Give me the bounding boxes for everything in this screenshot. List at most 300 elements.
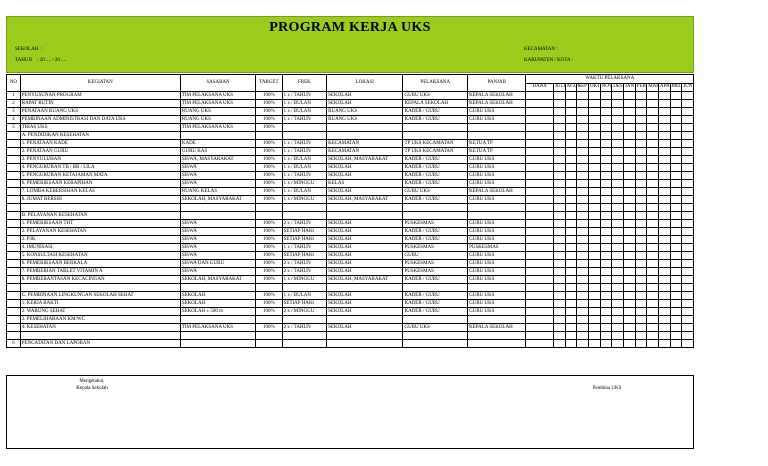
cell-month	[623, 324, 635, 332]
cell-month	[682, 228, 694, 236]
cell-frek: 2 x / TAHUN	[282, 260, 327, 268]
cell-month	[588, 100, 600, 108]
cell-month	[670, 116, 682, 124]
cell-month	[635, 196, 647, 204]
cell-panjab: GURU UKS	[468, 292, 526, 300]
cell-month	[647, 268, 659, 276]
cell-dana	[526, 340, 554, 348]
cell-kegiatan: 5. KONSULTASI KESEHATAN	[20, 252, 180, 260]
cell-no	[7, 292, 21, 300]
cell-target: 100%	[256, 252, 283, 260]
cell-month	[600, 244, 612, 252]
cell-month	[682, 164, 694, 172]
cell-frek	[282, 204, 327, 212]
cell-month	[658, 260, 670, 268]
cell-month	[658, 100, 670, 108]
cell-kegiatan: 8. JUMAT BERSIH	[20, 196, 180, 204]
cell-sasaran: SISWA	[180, 244, 255, 252]
cell-month	[588, 268, 600, 276]
cell-month	[682, 196, 694, 204]
cell-month	[553, 268, 565, 276]
cell-month	[565, 180, 577, 188]
cell-no: 5	[7, 124, 21, 132]
cell-dana	[526, 332, 554, 340]
cell-kegiatan: 1. PENATAAN KADE	[20, 140, 180, 148]
cell-pelaksana	[403, 132, 468, 140]
cell-kegiatan: 4. KESEHATAN	[20, 324, 180, 332]
cell-frek: 2 x / MINGGU	[282, 308, 327, 316]
cell-month	[623, 228, 635, 236]
cell-month	[682, 244, 694, 252]
cell-lokasi: SEKOLAH	[327, 172, 403, 180]
cell-month	[647, 108, 659, 116]
cell-dana	[526, 260, 554, 268]
cell-month	[635, 124, 647, 132]
cell-month	[670, 276, 682, 284]
cell-month	[647, 92, 659, 100]
cell-month	[670, 236, 682, 244]
cell-month	[670, 172, 682, 180]
cell-month	[682, 284, 694, 292]
cell-sasaran: KADE	[180, 140, 255, 148]
cell-month	[588, 236, 600, 244]
cell-frek: 1 x / TAHUN	[282, 140, 327, 148]
cell-sasaran: SISWA, MASYARAKAT	[180, 156, 255, 164]
cell-month	[635, 260, 647, 268]
table-row	[7, 308, 694, 316]
cell-month	[588, 316, 600, 324]
cell-month	[623, 268, 635, 276]
cell-month	[635, 180, 647, 188]
cell-month	[682, 316, 694, 324]
cell-pelaksana: KADER / GURU	[403, 116, 468, 124]
cell-kegiatan: 8. PEMBERANTASAN KECACINGAN	[20, 276, 180, 284]
cell-target: 100%	[256, 180, 283, 188]
cell-panjab: GURU UKS	[468, 116, 526, 124]
cell-month	[553, 324, 565, 332]
cell-month	[635, 188, 647, 196]
cell-kegiatan: B. PELAYANAN KESEHATAN	[20, 212, 180, 220]
table-row	[7, 108, 694, 116]
table-row	[7, 124, 694, 132]
cell-month	[670, 108, 682, 116]
cell-kegiatan: 2. PENATAAN GURU	[20, 148, 180, 156]
cell-panjab: GURU UKS	[468, 252, 526, 260]
cell-month	[553, 116, 565, 124]
cell-lokasi: SEKOLAH	[327, 100, 403, 108]
cell-month	[682, 156, 694, 164]
cell-frek	[282, 316, 327, 324]
cell-month	[577, 308, 589, 316]
cell-month	[553, 204, 565, 212]
cell-month	[577, 148, 589, 156]
cell-month	[600, 228, 612, 236]
table-row	[7, 196, 694, 204]
table-row	[7, 204, 694, 212]
cell-month	[658, 340, 670, 348]
cell-lokasi: SEKOLAH	[327, 244, 403, 252]
cell-target	[256, 284, 283, 292]
cell-month	[553, 340, 565, 348]
table-row	[7, 180, 694, 188]
cell-month	[553, 140, 565, 148]
cell-month	[635, 236, 647, 244]
cell-month	[670, 124, 682, 132]
cell-month	[565, 324, 577, 332]
cell-month	[553, 228, 565, 236]
cell-month	[600, 180, 612, 188]
cell-month	[565, 124, 577, 132]
cell-pelaksana: KADER / GURU	[403, 300, 468, 308]
cell-lokasi: SEKOLAH	[327, 228, 403, 236]
cell-dana	[526, 284, 554, 292]
cell-dana	[526, 196, 554, 204]
col-header-month: DES	[612, 83, 624, 92]
cell-sasaran: SEKOLAH	[180, 292, 255, 300]
cell-month	[612, 188, 624, 196]
cell-dana	[526, 92, 554, 100]
cell-target	[256, 316, 283, 324]
cell-month	[565, 172, 577, 180]
cell-panjab: GURU UKS	[468, 172, 526, 180]
cell-month	[635, 316, 647, 324]
cell-month	[577, 116, 589, 124]
cell-month	[658, 252, 670, 260]
cell-frek: 1 x / MINGGU	[282, 196, 327, 204]
cell-month	[565, 340, 577, 348]
cell-kegiatan: 5. PENGUKURAN KETAJAMAN MATA	[20, 172, 180, 180]
cell-dana	[526, 148, 554, 156]
cell-kegiatan: 3. PENYULUHAN	[20, 156, 180, 164]
table-row	[7, 284, 694, 292]
cell-month	[553, 196, 565, 204]
cell-month	[623, 196, 635, 204]
cell-panjab: GURU UKS	[468, 108, 526, 116]
table-row	[7, 268, 694, 276]
col-header-frek: FREK	[282, 75, 327, 92]
cell-no: 3	[7, 108, 21, 116]
cell-month	[612, 212, 624, 220]
cell-month	[612, 116, 624, 124]
cell-dana	[526, 180, 554, 188]
cell-dana	[526, 172, 554, 180]
cell-sasaran: TIM PELAKSANA UKS	[180, 124, 255, 132]
cell-frek: 2 x / TAHUN	[282, 324, 327, 332]
cell-month	[577, 244, 589, 252]
cell-panjab: GURU UKS	[468, 196, 526, 204]
cell-month	[670, 156, 682, 164]
cell-target: 100%	[256, 276, 283, 284]
cell-month	[647, 300, 659, 308]
cell-month	[553, 108, 565, 116]
kepala-sekolah-text: Kepala Sekolah	[76, 386, 108, 391]
cell-target: 100%	[256, 244, 283, 252]
cell-month	[588, 92, 600, 100]
cell-month	[600, 324, 612, 332]
table-row	[7, 340, 694, 348]
cell-no	[7, 252, 21, 260]
cell-no	[7, 172, 21, 180]
cell-kegiatan: PEMBINAAN ADMINISTRASI DAN DATA UKS	[20, 116, 180, 124]
cell-sasaran: SISWA	[180, 220, 255, 228]
cell-month	[658, 212, 670, 220]
cell-panjab: GURU UKS	[468, 260, 526, 268]
cell-month	[600, 284, 612, 292]
cell-month	[670, 212, 682, 220]
cell-month	[647, 180, 659, 188]
col-header-waktu: WAKTU PELAKSANA	[526, 75, 694, 84]
cell-month	[565, 228, 577, 236]
cell-month	[647, 212, 659, 220]
cell-month	[553, 300, 565, 308]
cell-month	[658, 228, 670, 236]
cell-month	[658, 92, 670, 100]
col-header-month: APR	[658, 83, 670, 92]
cell-month	[670, 132, 682, 140]
cell-month	[588, 284, 600, 292]
cell-no	[7, 220, 21, 228]
cell-month	[565, 276, 577, 284]
cell-dana	[526, 156, 554, 164]
cell-month	[635, 116, 647, 124]
table-row	[7, 228, 694, 236]
cell-month	[647, 244, 659, 252]
cell-month	[553, 244, 565, 252]
cell-kegiatan: C. PEMBINAAN LINGKUNGAN SEKOLAH SEHAT	[20, 292, 180, 300]
signature-area	[6, 375, 694, 449]
cell-month	[588, 180, 600, 188]
cell-month	[588, 276, 600, 284]
cell-target: 100%	[256, 124, 283, 132]
cell-month	[577, 172, 589, 180]
cell-month	[623, 124, 635, 132]
cell-month	[553, 252, 565, 260]
cell-month	[623, 188, 635, 196]
cell-panjab: GURU UKS	[468, 300, 526, 308]
title-banner	[6, 16, 694, 73]
cell-kegiatan: PENYUSUNAN PROGRAM	[20, 92, 180, 100]
cell-month	[588, 188, 600, 196]
cell-panjab: GURU UKS	[468, 180, 526, 188]
cell-month	[553, 148, 565, 156]
cell-panjab: GURU UKS	[468, 276, 526, 284]
cell-month	[670, 284, 682, 292]
cell-month	[565, 140, 577, 148]
cell-target: 100%	[256, 260, 283, 268]
cell-month	[670, 244, 682, 252]
cell-no: 1	[7, 92, 21, 100]
cell-month	[658, 132, 670, 140]
cell-panjab: KEPALA SEKOLAH	[468, 100, 526, 108]
cell-dana	[526, 140, 554, 148]
cell-month	[658, 324, 670, 332]
cell-pelaksana: GURU UKS	[403, 188, 468, 196]
cell-kegiatan: RAPAT RUTIN	[20, 100, 180, 108]
cell-month	[577, 332, 589, 340]
cell-month	[588, 340, 600, 348]
cell-month	[600, 268, 612, 276]
cell-month	[647, 156, 659, 164]
cell-kegiatan: 7. LOMBA KEBERSIHAN KELAS	[20, 188, 180, 196]
cell-month	[600, 204, 612, 212]
cell-month	[635, 140, 647, 148]
cell-month	[647, 124, 659, 132]
cell-lokasi: RUANG UKS	[327, 116, 403, 124]
cell-month	[635, 252, 647, 260]
cell-month	[623, 300, 635, 308]
cell-month	[612, 140, 624, 148]
cell-month	[682, 108, 694, 116]
cell-month	[658, 124, 670, 132]
cell-no	[7, 148, 21, 156]
cell-month	[658, 292, 670, 300]
cell-month	[635, 284, 647, 292]
cell-frek: 1 x / BULAN	[282, 164, 327, 172]
cell-month	[682, 324, 694, 332]
cell-frek	[282, 124, 327, 132]
cell-month	[647, 252, 659, 260]
cell-month	[600, 340, 612, 348]
cell-panjab: GURU UKS	[468, 164, 526, 172]
cell-target: 100%	[256, 92, 283, 100]
cell-month	[588, 164, 600, 172]
cell-month	[682, 252, 694, 260]
cell-frek	[282, 132, 327, 140]
cell-panjab: GURU UKS	[468, 156, 526, 164]
cell-lokasi: SEKOLAH	[327, 292, 403, 300]
cell-month	[670, 164, 682, 172]
cell-frek: 1 x / TAHUN	[282, 244, 327, 252]
cell-pelaksana: GURU UKS	[403, 92, 468, 100]
cell-sasaran: TIM PELAKSANA UKS	[180, 324, 255, 332]
cell-frek: 1 x / BULAN	[282, 108, 327, 116]
cell-pelaksana: KADER / GURU	[403, 236, 468, 244]
cell-month	[635, 340, 647, 348]
cell-month	[658, 284, 670, 292]
cell-panjab: GURU UKS	[468, 268, 526, 276]
cell-no	[7, 332, 21, 340]
cell-target: 100%	[256, 292, 283, 300]
cell-panjab	[468, 124, 526, 132]
cell-month	[565, 252, 577, 260]
cell-month	[647, 236, 659, 244]
cell-dana	[526, 132, 554, 140]
col-header-sasaran: SASARAN	[180, 75, 255, 92]
cell-frek	[282, 340, 327, 348]
cell-month	[600, 300, 612, 308]
table-row	[7, 276, 694, 284]
cell-no	[7, 164, 21, 172]
cell-month	[565, 300, 577, 308]
cell-target	[256, 204, 283, 212]
cell-month	[612, 220, 624, 228]
cell-pelaksana: KADER / GURU	[403, 156, 468, 164]
cell-month	[647, 148, 659, 156]
cell-month	[612, 172, 624, 180]
cell-month	[682, 260, 694, 268]
cell-month	[600, 252, 612, 260]
cell-month	[612, 108, 624, 116]
cell-pelaksana: KADER / GURU	[403, 276, 468, 284]
cell-dana	[526, 324, 554, 332]
cell-month	[612, 92, 624, 100]
cell-sasaran: SISWA	[180, 236, 255, 244]
cell-no	[7, 300, 21, 308]
cell-month	[658, 300, 670, 308]
cell-month	[553, 164, 565, 172]
cell-month	[658, 196, 670, 204]
cell-month	[635, 100, 647, 108]
cell-sasaran	[180, 204, 255, 212]
cell-kegiatan: 3. P3K	[20, 236, 180, 244]
cell-target: 100%	[256, 196, 283, 204]
cell-lokasi: SEKOLAH	[327, 164, 403, 172]
cell-frek	[282, 332, 327, 340]
cell-panjab: KETUA TP	[468, 140, 526, 148]
cell-pelaksana: PUSKESMAS	[403, 268, 468, 276]
cell-month	[623, 108, 635, 116]
cell-month	[577, 284, 589, 292]
col-header-kegiatan: KEGIATAN	[20, 75, 180, 92]
cell-month	[623, 276, 635, 284]
table-row	[7, 156, 694, 164]
cell-no	[7, 244, 21, 252]
cell-dana	[526, 300, 554, 308]
cell-month	[670, 188, 682, 196]
cell-month	[612, 260, 624, 268]
table-row	[7, 260, 694, 268]
cell-sasaran: TIM PELAKSANA UKS	[180, 92, 255, 100]
cell-month	[647, 132, 659, 140]
cell-month	[588, 220, 600, 228]
cell-panjab	[468, 284, 526, 292]
cell-month	[577, 188, 589, 196]
cell-month	[565, 292, 577, 300]
cell-frek	[282, 212, 327, 220]
col-header-target: TARGET	[256, 75, 283, 92]
cell-lokasi	[327, 316, 403, 324]
cell-pelaksana: KADER / GURU	[403, 308, 468, 316]
cell-month	[577, 340, 589, 348]
cell-month	[647, 228, 659, 236]
cell-lokasi	[327, 212, 403, 220]
cell-month	[612, 316, 624, 324]
cell-month	[623, 340, 635, 348]
cell-month	[600, 236, 612, 244]
cell-kegiatan: 6. PEMERIKSAAN BERKALA	[20, 260, 180, 268]
cell-month	[553, 236, 565, 244]
cell-lokasi: SEKOLAH	[327, 300, 403, 308]
cell-pelaksana: GURU	[403, 252, 468, 260]
col-header-month: SEPT	[577, 83, 589, 92]
cell-month	[682, 292, 694, 300]
cell-kegiatan: PENATAAN RUANG UKS	[20, 108, 180, 116]
cell-panjab	[468, 212, 526, 220]
cell-month	[635, 276, 647, 284]
cell-month	[600, 220, 612, 228]
cell-no	[7, 204, 21, 212]
cell-month	[612, 332, 624, 340]
kecamatan-label: KECAMATAN :	[524, 47, 558, 52]
cell-kegiatan: 3. PEMELIHARAAN KM/WC	[20, 316, 180, 324]
cell-month	[623, 332, 635, 340]
cell-month	[612, 300, 624, 308]
cell-month	[623, 156, 635, 164]
cell-month	[623, 308, 635, 316]
cell-month	[588, 244, 600, 252]
cell-month	[658, 140, 670, 148]
cell-sasaran: SISWA	[180, 180, 255, 188]
